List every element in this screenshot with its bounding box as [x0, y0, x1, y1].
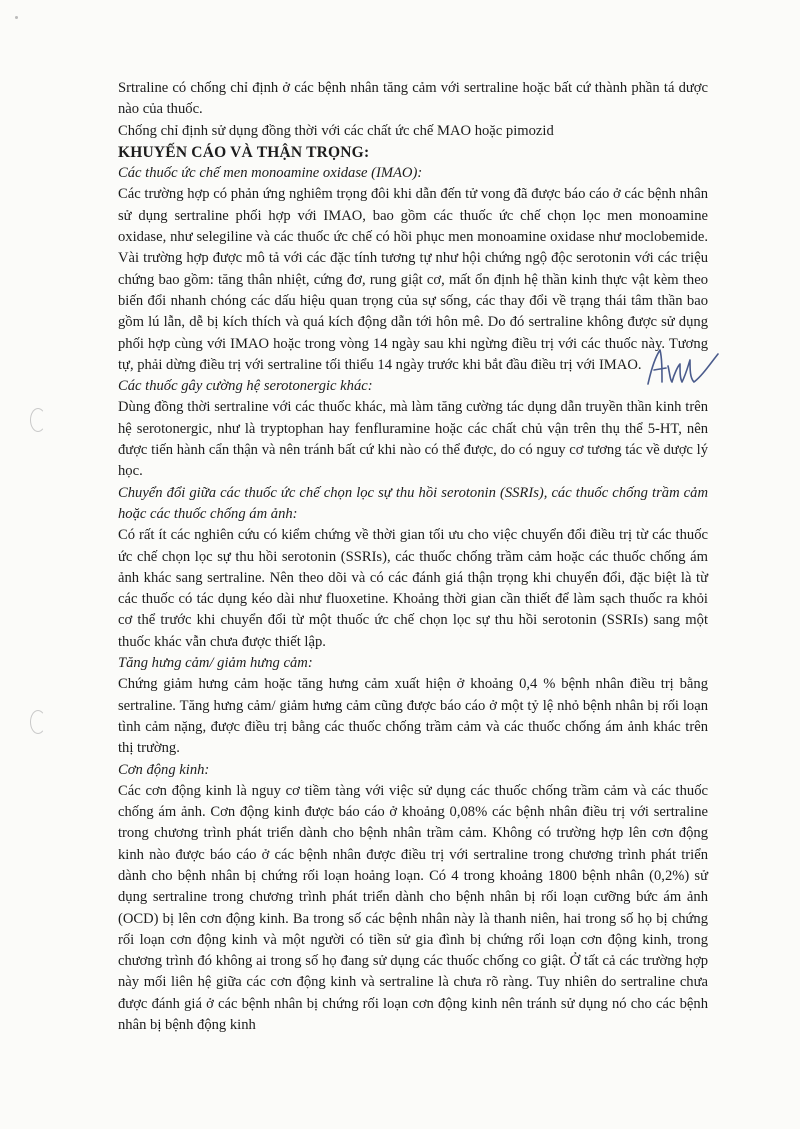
- paragraph-serotonergic: Dùng đồng thời sertraline với các thuốc khác, mà làm tăng cường tác dụng dẫn truyền thần kinh trên hệ serotonergic, như là tryptophan hay fenfluramine hoặc các chất chủ vận trên thụ thể 5-HT, nên được tiến hành cẩn thận và nên tránh bất cứ khi nào có thể được, do có nguy cơ tương tác về dược lý học.: [118, 399, 708, 480]
- punch-hole-mark: [30, 408, 46, 432]
- paragraph-mania: Chứng giảm hưng cảm hoặc tăng hưng cảm xuất hiện ở khoảng 0,4 % bệnh nhân điều trị bằng sertraline. Tăng hưng cảm/ giảm hưng cảm cũng được báo cáo ở một tỷ lệ nhỏ bệnh nhân bị rối loạn tình cảm nặng, được điều trị bằng các thuốc chống trầm cảm và các thuốc chống ám ảnh khác trên thị trường.: [118, 676, 708, 757]
- scan-speck: [15, 16, 18, 19]
- document-body: [118, 78, 708, 1036]
- section-heading-warnings: KHUYẾN CÁO VÀ THẬN TRỌNG:: [118, 143, 370, 161]
- paragraph-seizures: Các cơn động kinh là nguy cơ tiềm tàng với việc sử dụng các thuốc chống trầm cảm và các thuốc chống ám ảnh. Cơn động kinh được báo cáo ở khoảng 0,08% các bệnh nhân điều trị với sertraline trong chương trình phát triển dành cho bệnh nhân trầm cảm. Không có trường hợp lên cơn động kinh nào được báo cáo ở các bệnh nhân được điều trị với sertraline trong chương trình phát triển dành cho bệnh nhân bị chứng rối loạn hoảng loạn. Có 4 trong khoảng 1800 bệnh nhân (0,2%) sử dụng sertraline trong chương trình phát triển dành cho bệnh nhân bị rối loạn cưỡng bức ám ảnh (OCD) bị lên cơn động kinh. Ba trong số các bệnh nhân này là thanh niên, hai trong số họ bị chứng rối loạn cơn động kinh và một người có tiền sử gia đình bị chứng rối loạn cơn động kinh, trong chương trình đó không ai trong số họ đang sử dụng các thuốc chống co giật. Ở tất cả các trường hợp này mối liên hệ giữa các cơn động kinh và sertraline là chưa rõ ràng. Tuy nhiên do sertraline chưa được đánh giá ở các bệnh nhân bị chứng rối loạn cơn động kinh nên tránh sử dụng nó cho các bệnh nhân bị bệnh động kinh: [118, 782, 708, 1034]
- paragraph-imao: Các trường hợp có phản ứng nghiêm trọng đôi khi dẫn đến tử vong đã được báo cáo ở các bệnh nhân sử dụng sertraline phối hợp với IMAO, bao gồm các thuốc ức chế chọn lọc men monoamine oxidase, như selegiline và các thuốc ức chế có hồi phục men monoamine oxidase như moclobemide. Vài trường hợp được mô tả với các đặc tính tương tự như hội chứng ngộ độc serotonin với các triệu chứng bao gồm: tăng thân nhiệt, cứng đơ, rung giật cơ, mất ổn định hệ thần kinh thực vật kèm theo biến đổi nhanh chóng các dấu hiệu quan trọng của sự sống, các thay đổi về trạng thái tâm thần bao gồm lú lẫn, dễ bị kích thích và quá kích động dẫn tới hôn mê. Do đó sertraline không được sử dụng phối hợp cùng với IMAO hoặc trong vòng 14 ngày sau khi ngừng điều trị với các thuốc này. Tương tự, phải dừng điều trị với sertraline tối thiểu 14 ngày trước khi bắt đầu điều trị với IMAO.: [118, 186, 708, 373]
- subheading-imao: Các thuốc ức chế men monoamine oxidase (IMAO):: [118, 165, 423, 182]
- punch-hole-mark: [30, 710, 46, 734]
- subheading-mania: Tăng hưng cảm/ giảm hưng cảm:: [118, 655, 313, 672]
- handwritten-signature: [640, 336, 720, 392]
- subheading-serotonergic: Các thuốc gây cường hệ serotonergic khác:: [118, 378, 373, 395]
- paragraph-switching: Có rất ít các nghiên cứu có kiểm chứng về thời gian tối ưu cho việc chuyển đổi điều trị từ các thuốc ức chế chọn lọc sự thu hồi serotonin (SSRIs), các thuốc chống trầm cảm hoặc các thuốc chống ám ảnh khác sang sertraline. Nên theo dõi và có các đánh giá thận trọng khi chuyển đổi, đặc biệt là từ các thuốc có tác dụng kéo dài như fluoxetine. Khoảng thời gian cần thiết để làm sạch thuốc ra khỏi cơ thể trước khi chuyển đổi từ một thuốc ức chế chọn lọc sự thu hồi serotonin (SSRIs) sang một thuốc khác vẫn chưa được thiết lập.: [118, 527, 708, 650]
- paragraph-contraindication: Srtraline có chống chỉ định ở các bệnh nhân tăng cảm với sertraline hoặc bất cứ thành phần tá dược nào của thuốc.: [118, 80, 708, 118]
- subheading-seizures: Cơn động kinh:: [118, 761, 210, 778]
- paragraph-mao-contraindication: Chống chỉ định sử dụng đồng thời với các chất ức chế MAO hoặc pimozid: [118, 122, 554, 139]
- subheading-switching: Chuyển đổi giữa các thuốc ức chế chọn lọc sự thu hồi serotonin (SSRIs), các thuốc chống trầm cảm hoặc các thuốc chống ám ảnh:: [118, 484, 708, 522]
